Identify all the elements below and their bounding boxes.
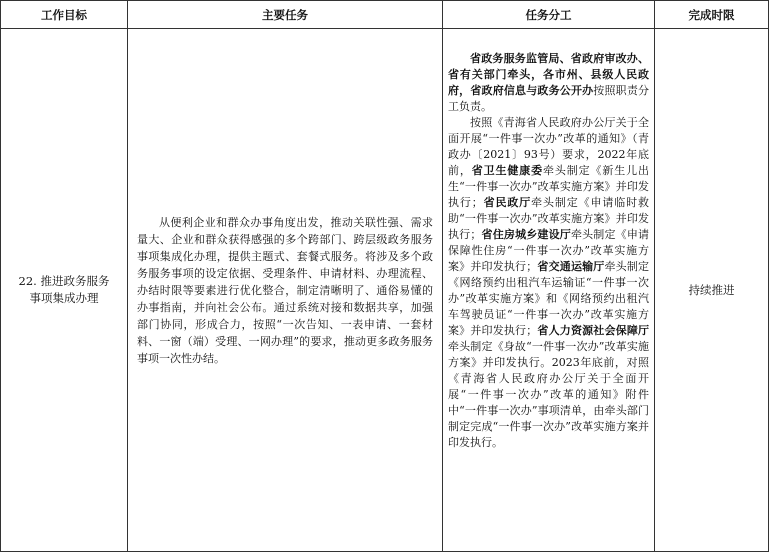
header-task: 主要任务 [128, 1, 443, 29]
assign-dept-3: 省住房城乡建设厅 [481, 228, 571, 241]
assign-text-3: 牵头制定《申请临时救助“一件事一次办”改革实施方案》并印发执行； [448, 196, 649, 241]
assign-lead: 省政务服务监管局、省政府审改办、省有关部门牵头，各市州、县级人民政府，省政府信息与政务公开办 [448, 52, 649, 97]
table-row [1, 29, 769, 552]
assign-lead-tail: 按照职责分工负责。 [448, 84, 650, 113]
assign-lead-paragraph [448, 51, 649, 115]
assign-text-4: 牵头制定《申请保障性住房“一件事一次办”改革实施方案》并印发执行； [448, 228, 650, 273]
time-cell: 持续推进 [655, 29, 769, 552]
goal-line-2: 事项集成办理 [29, 291, 99, 305]
goal-line-1: 22. 推进政务服务 [18, 274, 110, 288]
goal-cell [1, 29, 128, 552]
assign-text-6: 牵头制定《身故“一件事一次办”改革实施方案》并印发执行。2023年底前，对照《青海省人民政府办公厅关于全面开展“一件事一次办”改革的通知》附件中“一件事一次办”事项清单，由牵头部门制定完成“一件事一次办”改革实施方案并印发执行。 [448, 340, 649, 449]
task-text: 从便利企业和群众办事角度出发，推动关联性强、需求量大、企业和群众获得感强的多个跨部门、跨层级政务服务事项集成化办理，提供主题式、套餐式服务。将涉及多个政务服务事项的设定依据、受理条件、申请材料、办理流程、办结时限等要素进行优化整合，制定清晰明了、通俗易懂的办事指南，并向社会公布。通过系统对接和数据共享，加强部门协同，形成合力，按照“一次告知、一表申请、一套材料、一窗（端）受理、一网办理”的要求，推动更多政务服务事项一次性办结。 [137, 215, 433, 365]
assign-dept-2: 省民政厅 [482, 196, 532, 209]
assign-cell [443, 29, 655, 552]
header-time: 完成时限 [655, 1, 769, 29]
assign-dept-1: 省卫生健康委 [471, 164, 543, 177]
task-cell [128, 29, 443, 552]
assign-text-2: 牵头制定《新生儿出生“一件事一次办”改革实施方案》并印发执行； [448, 164, 649, 209]
assign-dept-5: 省人力资源社会保障厅 [537, 324, 650, 337]
header-row [1, 1, 769, 29]
assign-text-1: 按照《青海省人民政府办公厅关于全面开展“一件事一次办”改革的通知》（青政办〔2021〕93号）要求，2022年底前， [448, 116, 649, 177]
assign-detail-paragraph [448, 115, 649, 451]
assign-dept-4: 省交通运输厅 [537, 260, 605, 273]
assign-text-5: 牵头制定《网络预约出租汽车运输证“一件事一次办”改革实施方案》和《网络预约出租汽车驾驶员证“一件事一次办”改革实施方案》并印发执行； [448, 260, 650, 337]
header-assign: 任务分工 [443, 1, 655, 29]
header-goal: 工作目标 [1, 1, 128, 29]
